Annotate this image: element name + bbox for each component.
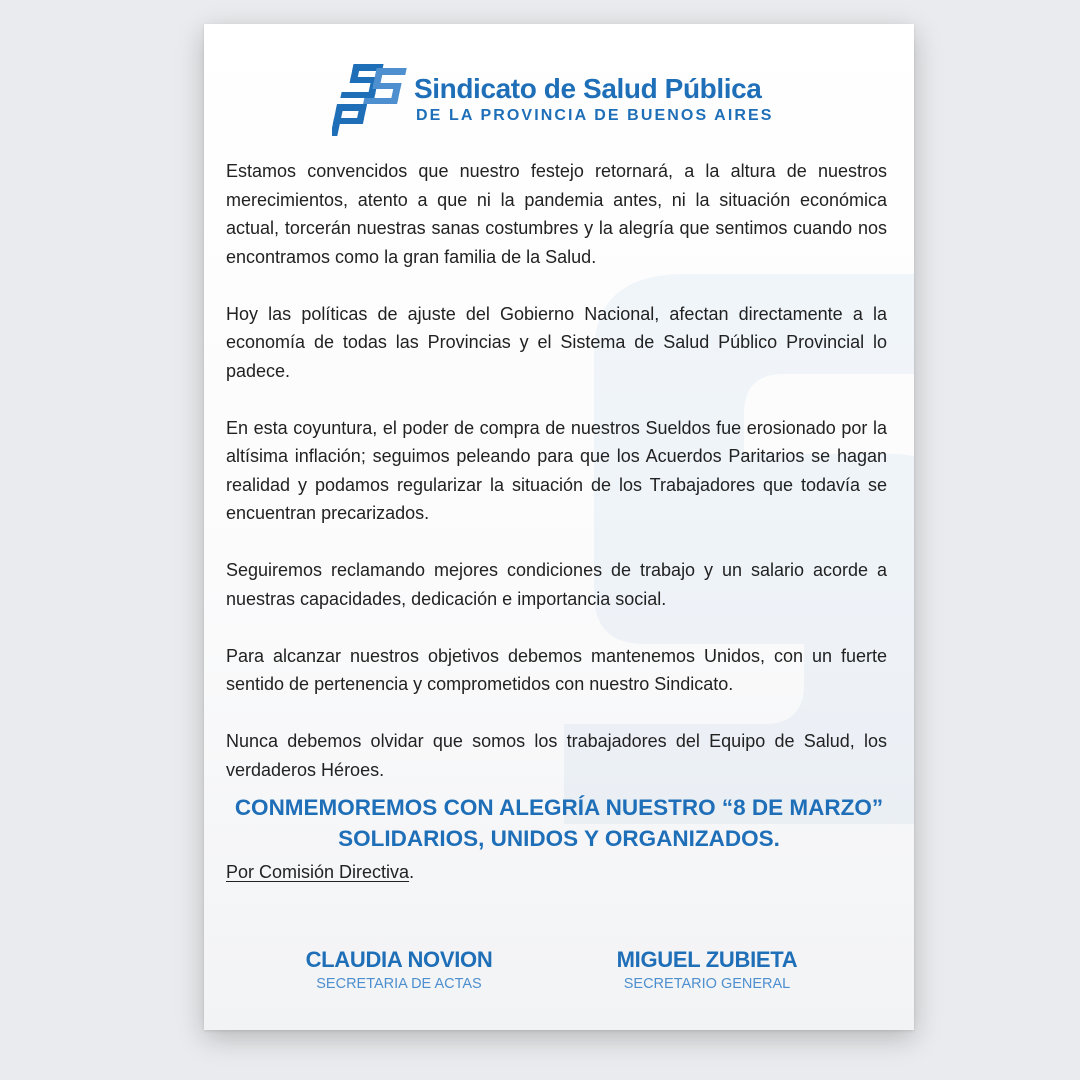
signatory-role: SECRETARIA DE ACTAS (316, 976, 482, 992)
org-name: Sindicato de Salud Pública (414, 73, 762, 104)
signoff-label: Por Comisión Directiva (226, 862, 410, 882)
paragraph: Seguiremos reclamando mejores condiciones de trabajo y un salario acorde a nuestras capacidades, dedicación e importancia social. (226, 560, 887, 609)
slogan-line: SOLIDARIOS, UNIDOS Y ORGANIZADOS. (338, 826, 780, 851)
signatory-role: SECRETARIO GENERAL (623, 976, 791, 992)
signoff-punct: . (409, 862, 415, 882)
signature-block (269, 946, 529, 993)
org-subtitle: DE LA PROVINCIA DE BUENOS AIRES (416, 107, 774, 124)
ssp-logo-icon (332, 62, 410, 138)
signature-block (577, 946, 837, 993)
union-logo (332, 62, 792, 128)
signatory-name: MIGUEL ZUBIETA (616, 947, 798, 972)
paragraph: Estamos convencidos que nuestro festejo retornará, a la altura de nuestros merecimientos, atento a que ni la pandemia antes, ni la situación económica actual, torcerán nuestras sanas costumbres y la alegría que sentimos cuando nos encontramos como la gran familia de la Salud. (226, 161, 887, 267)
letter-sheet (204, 24, 914, 1030)
paragraph: En esta coyuntura, el poder de compra de nuestros Sueldos fue erosionado por la altísima inflación; seguimos peleando para que los Acuerdos Paritarios se hagan realidad y podamos regularizar la situación de los Trabajadores que todavía se encuentran precarizados. (226, 417, 887, 523)
paragraph: Para alcanzar nuestros objetivos debemos mantenemos Unidos, con un fuerte sentido de pertenencia y comprometidos con nuestro Sindicato. (226, 645, 887, 694)
letter-body (226, 157, 887, 813)
slogan-heading (204, 792, 914, 854)
paragraph: Hoy las políticas de ajuste del Gobierno Nacional, afectan directamente a la economía de todas las Provincias y el Sistema de Salud Público Provincial lo padece. (226, 303, 887, 381)
slogan-line: CONMEMOREMOS CON ALEGRÍA NUESTRO “8 DE MARZO” (234, 795, 884, 820)
signoff-line (226, 862, 414, 883)
signatory-name: CLAUDIA NOVION (305, 947, 493, 972)
paragraph: Nunca debemos olvidar que somos los trabajadores del Equipo de Salud, los verdaderos Héroes. (226, 731, 887, 780)
